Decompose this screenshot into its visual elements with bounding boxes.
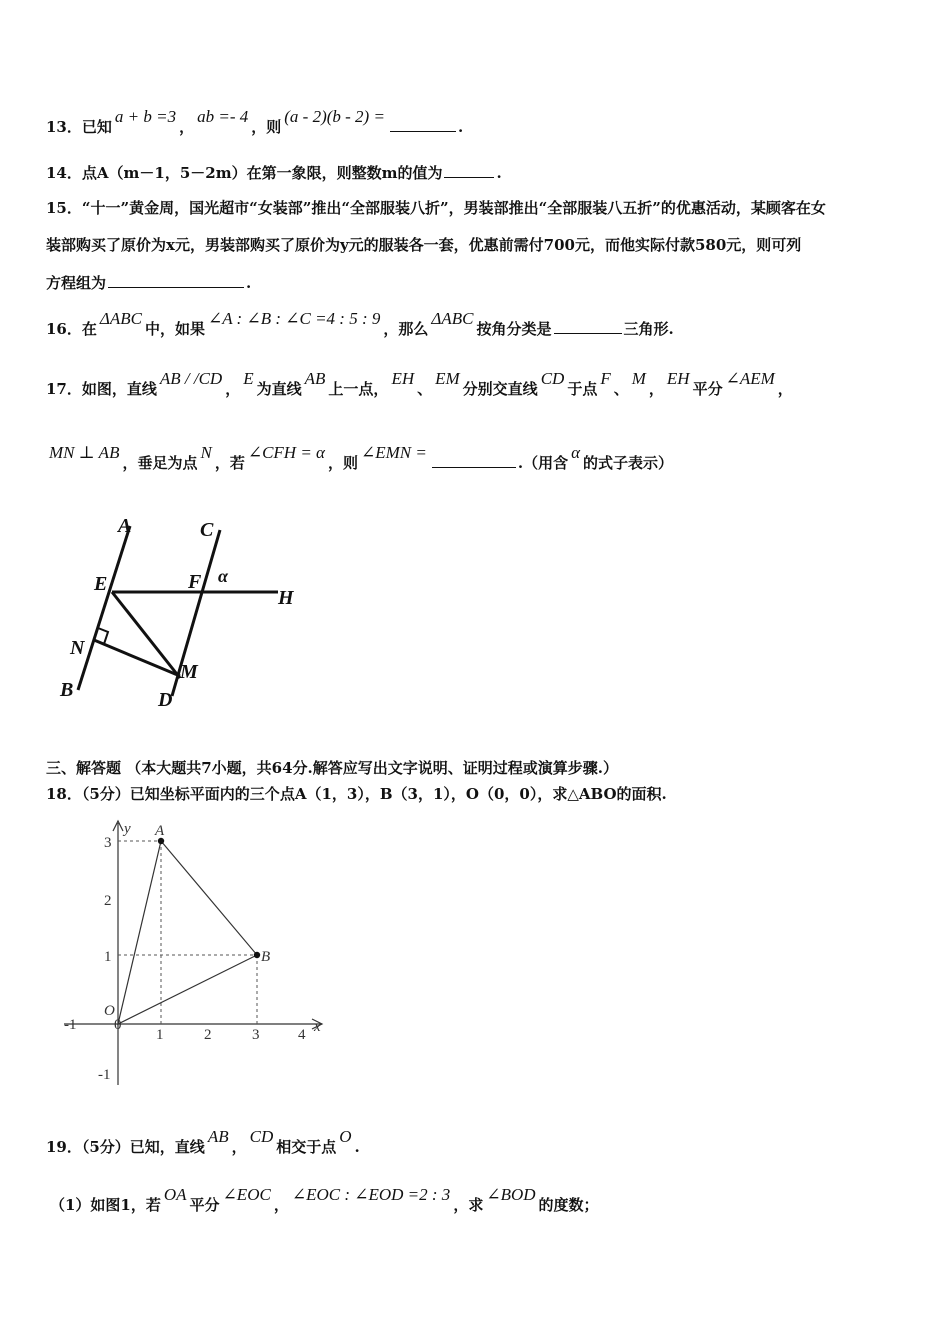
- point-b-label: B: [261, 949, 271, 965]
- q17-t2: 为直线: [256, 380, 302, 398]
- q17-point-m: M: [631, 369, 646, 388]
- q13-sep: ，: [179, 118, 195, 136]
- q17-t3: 上一点，: [328, 380, 389, 398]
- question-15-line1: 15．“十一”黄金周，国光超市“女装部”推出“全部服装八折”，男装部推出“全部服装八五折”的优惠活动，某顾客在女: [46, 199, 826, 217]
- label-a: A: [118, 515, 132, 537]
- q15-end: .: [246, 274, 252, 292]
- q17-t5: 分别交直线: [462, 380, 538, 398]
- q17-point-f: F: [600, 369, 611, 388]
- q17-t15: 的式子表示）: [583, 454, 674, 472]
- line-mn: [94, 640, 180, 676]
- q17-number: 17．如图，直线: [46, 380, 157, 398]
- q17-angle-aem: ∠AEM: [725, 369, 775, 388]
- triangle-abo: [118, 841, 257, 1024]
- label-b: B: [60, 679, 74, 701]
- q19-1-ratio: ∠EOC : ∠EOD =2 : 3: [291, 1185, 451, 1204]
- q13-expr-target: (a - 2)(b - 2) =: [284, 107, 385, 126]
- origin-label: O: [104, 1003, 115, 1019]
- q17-ab-parallel-cd: AB / /CD: [159, 369, 223, 388]
- q19-1-t4: 的度数；: [538, 1196, 599, 1214]
- question-15-line3: [46, 272, 251, 293]
- label-m: M: [180, 661, 198, 683]
- q13-expr-sum: a + b =3: [114, 107, 177, 126]
- y-tick-3: 3: [104, 835, 112, 851]
- question-14: [46, 162, 502, 183]
- q19-1-number: （1）如图1，若: [50, 1196, 161, 1214]
- q17-answer-blank[interactable]: [432, 466, 516, 468]
- q13-end: .: [457, 118, 464, 136]
- x-tick-2: 2: [204, 1027, 212, 1043]
- y-tick-2: 2: [104, 893, 112, 909]
- q19-1-angle-eoc: ∠EOC: [222, 1185, 271, 1204]
- q16-ratio: ∠A : ∠B : ∠C =4 : 5 : 9: [207, 309, 381, 328]
- q17-angle-cfh: ∠CFH = α: [247, 443, 325, 462]
- q17-t13: ，则: [327, 454, 358, 472]
- q13-then: ，则: [251, 118, 282, 136]
- section-3-header: 三、解答题 （本大题共7小题，共64分.解答应写出文字说明、证明过程或演算步骤.）: [46, 759, 618, 777]
- q17-point-e: E: [243, 369, 254, 388]
- q19-t1: ，: [231, 1138, 247, 1156]
- q17-figure: [50, 508, 310, 718]
- point-a-label: A: [155, 823, 165, 839]
- q17-t4: 、: [417, 380, 433, 398]
- q17-t6: 于点: [567, 380, 598, 398]
- line-ab: [78, 526, 130, 690]
- question-16: [46, 309, 674, 339]
- question-17-line1: [46, 369, 793, 399]
- q17-t10: ，: [777, 380, 793, 398]
- question-18: 18．（5分）已知坐标平面内的三个点A（1，3），B（3，1），O（0，0），求△ABO的面积.: [46, 785, 667, 803]
- q16-text2: ，那么: [383, 320, 429, 338]
- q19-point-o: O: [339, 1127, 352, 1146]
- q14-text: 14．点A（m－1，5－2m）在第一象限，则整数m的值为: [46, 164, 443, 182]
- y-tick-1: 1: [104, 949, 112, 965]
- q17-t9: 平分: [692, 380, 723, 398]
- q19-1-angle-bod: ∠BOD: [486, 1185, 536, 1204]
- label-alpha: α: [218, 566, 228, 586]
- q17-angle-emn: ∠EMN =: [360, 443, 427, 462]
- q19-1-t1: 平分: [189, 1196, 220, 1214]
- q17-t7: 、: [613, 380, 629, 398]
- line-em: [112, 592, 180, 678]
- q17-alpha: α: [571, 443, 581, 462]
- q14-end: .: [496, 164, 502, 182]
- y-axis-label: y: [124, 821, 131, 837]
- label-n: N: [70, 637, 85, 659]
- q17-t1: ，: [225, 380, 241, 398]
- q19-1-t3: ，求: [453, 1196, 484, 1214]
- q16-number: 16．在: [46, 320, 97, 338]
- label-c: C: [200, 519, 214, 541]
- q13-number: 13．已知: [46, 118, 112, 136]
- q15-answer-blank[interactable]: [108, 286, 244, 288]
- q16-triangle: ΔABC: [99, 309, 142, 328]
- q19-t2: 相交于点: [276, 1138, 337, 1156]
- q13-expr-product: ab =- 4: [197, 107, 249, 126]
- q17-t12: ，若: [214, 454, 245, 472]
- x-tick-3: 3: [252, 1027, 260, 1043]
- q17-eh: EH: [391, 369, 415, 388]
- question-17-line2: [46, 443, 674, 473]
- question-19-part1: [50, 1185, 599, 1215]
- q17-eh-2: EH: [666, 369, 690, 388]
- label-f: F: [188, 571, 202, 593]
- q16-text3: 按角分类是: [476, 320, 552, 338]
- q18-coordinate-figure: [60, 815, 340, 1090]
- q16-triangle-2: ΔABC: [431, 309, 474, 328]
- q16-text1: 中，如果: [144, 320, 205, 338]
- q16-text4: 三角形.: [623, 320, 674, 338]
- q17-point-n: N: [200, 443, 212, 462]
- origin-tick: 0: [114, 1017, 122, 1033]
- label-d: D: [158, 689, 173, 711]
- q19-line-ab: AB: [207, 1127, 229, 1146]
- q19-1-t2: ，: [273, 1196, 289, 1214]
- q13-answer-blank[interactable]: [390, 130, 456, 132]
- q14-answer-blank[interactable]: [444, 176, 494, 178]
- point-b-dot: [254, 952, 260, 958]
- x-tick-1: 1: [156, 1027, 164, 1043]
- q17-mn-perp-ab: MN ⊥ AB: [49, 443, 120, 462]
- q17-line-ab: AB: [304, 369, 326, 388]
- q19-1-oa: OA: [163, 1185, 187, 1204]
- q17-t11: ，垂足为点: [122, 454, 198, 472]
- x-tick-4: 4: [298, 1027, 306, 1043]
- label-h: H: [278, 587, 294, 609]
- q15-line3-text: 方程组为: [46, 274, 107, 292]
- q16-answer-blank[interactable]: [554, 332, 622, 334]
- question-13: [46, 107, 464, 137]
- q17-em: EM: [435, 369, 460, 388]
- x-tick-minus1: -1: [64, 1017, 77, 1033]
- y-tick-minus1: -1: [98, 1067, 111, 1083]
- label-e: E: [94, 573, 108, 595]
- q17-t8: ，: [648, 380, 664, 398]
- q19-line-cd: CD: [249, 1127, 274, 1146]
- q19-end: .: [354, 1138, 360, 1156]
- question-19: [46, 1127, 360, 1157]
- x-axis-label: x: [314, 1019, 321, 1035]
- q17-t14: .（用含: [517, 454, 569, 472]
- question-15-line2: 装部购买了原价为x元，男装部购买了原价为y元的服装各一套，优惠前需付700元，而他实际付款580元，则可列: [46, 236, 802, 254]
- q17-line-cd: CD: [540, 369, 565, 388]
- q19-number: 19．（5分）已知，直线: [46, 1138, 205, 1156]
